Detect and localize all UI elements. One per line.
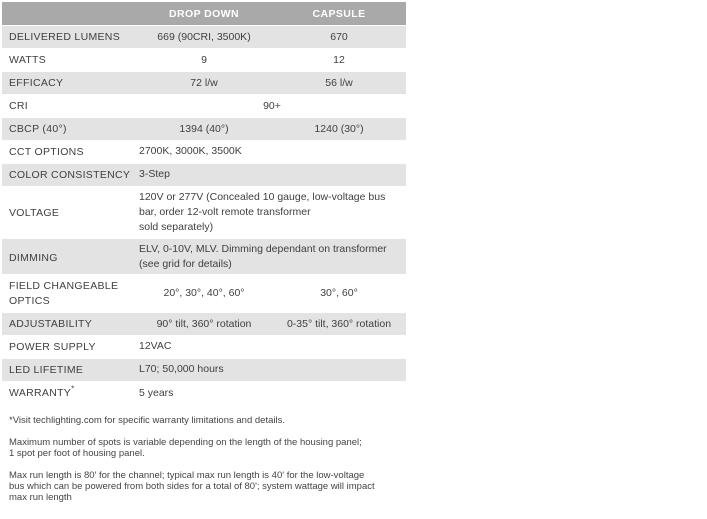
drop-down-value: 669 (90CRI, 3500K): [157, 31, 251, 43]
shared-value: 3-Step: [139, 168, 170, 180]
table-header: [2, 2, 406, 26]
drop-down-value: 20°, 30°, 40°, 60°: [163, 287, 245, 299]
table-row: [2, 118, 406, 141]
value-line: sold separately): [139, 221, 214, 233]
table-row: [2, 72, 406, 95]
header-drop-down: DROP DOWN: [169, 8, 239, 20]
shared-value: 90+: [263, 100, 281, 112]
row-label: CRI: [9, 100, 28, 112]
spots-note: [9, 437, 409, 459]
spec-table: [2, 2, 406, 405]
label-line: FIELD CHANGEABLE: [9, 280, 119, 292]
row-label: WATTS: [9, 54, 47, 66]
capsule-value: 1240 (30°): [314, 123, 364, 135]
capsule-value: 0-35° tilt, 360° rotation: [286, 318, 392, 330]
drop-down-value: 90° tilt, 360° rotation: [156, 318, 252, 330]
value-line: ELV, 0-10V, MLV. Dimming dependant on transformer: [139, 243, 387, 255]
value-line: 120V or 277V (Concealed 10 gauge, low-voltage bus: [139, 191, 386, 203]
note-line: Max run length is 80' for the channel; typical max run length is 40' for the low-voltage: [9, 470, 365, 481]
capsule-value: 30°, 60°: [320, 287, 358, 299]
shared-value: L70; 50,000 hours: [139, 363, 224, 375]
row-label: COLOR CONSISTENCY: [9, 169, 131, 181]
drop-down-value: 9: [201, 54, 207, 66]
run-length-note: [9, 470, 409, 503]
drop-down-value: 1394 (40°): [179, 123, 229, 135]
row-label: POWER SUPPLY: [9, 341, 96, 353]
drop-down-value: 72 l/w: [190, 77, 218, 89]
shared-value: 2700K, 3000K, 3500K: [139, 145, 242, 157]
table-row: [2, 49, 406, 72]
row-label: ADJUSTABILITY: [9, 318, 93, 330]
header-capsule: CAPSULE: [312, 8, 366, 20]
shared-value: [139, 190, 397, 235]
note-line: max run length: [9, 492, 72, 503]
row-label: DIMMING: [9, 252, 58, 264]
note-line: 1 spot per foot of housing panel.: [9, 448, 145, 459]
row-label: LED LIFETIME: [9, 364, 84, 376]
note-line: Maximum number of spots is variable depending on the length of the housing panel;: [9, 437, 362, 448]
table-row: [2, 164, 406, 187]
table-row: [2, 382, 406, 405]
table-row: [2, 275, 406, 313]
capsule-value: 670: [330, 31, 348, 43]
value-line: bar, order 12-volt remote transformer: [139, 206, 311, 218]
label-text: WARRANTY: [9, 387, 72, 399]
table-row: [2, 95, 406, 118]
table-row: [2, 239, 406, 275]
footnote-marker: *: [71, 384, 75, 394]
label-line: OPTICS: [9, 295, 50, 307]
row-label: VOLTAGE: [9, 207, 60, 219]
row-label: [9, 384, 75, 399]
row-label: CCT OPTIONS: [9, 146, 84, 158]
row-label: CBCP (40°): [9, 123, 67, 135]
row-label: DELIVERED LUMENS: [9, 31, 120, 43]
value-line: (see grid for details): [139, 258, 232, 270]
shared-value: [139, 242, 397, 272]
table-row: [2, 187, 406, 239]
table-row: [2, 336, 406, 359]
table-row: [2, 313, 406, 336]
table-row: [2, 141, 406, 164]
footnotes: [9, 415, 409, 503]
table-row: [2, 359, 406, 382]
row-label: EFFICACY: [9, 77, 64, 89]
shared-value: 5 years: [139, 387, 174, 399]
row-label: [9, 279, 118, 309]
table-row: [2, 26, 406, 49]
warranty-note: *Visit techlighting.com for specific warranty limitations and details.: [9, 415, 285, 426]
note-line: bus which can be powered from both sides for a total of 80'; system wattage will impact: [9, 481, 375, 492]
capsule-value: 12: [333, 54, 345, 66]
shared-value: 12VAC: [139, 340, 172, 352]
capsule-value: 56 l/w: [325, 77, 353, 89]
